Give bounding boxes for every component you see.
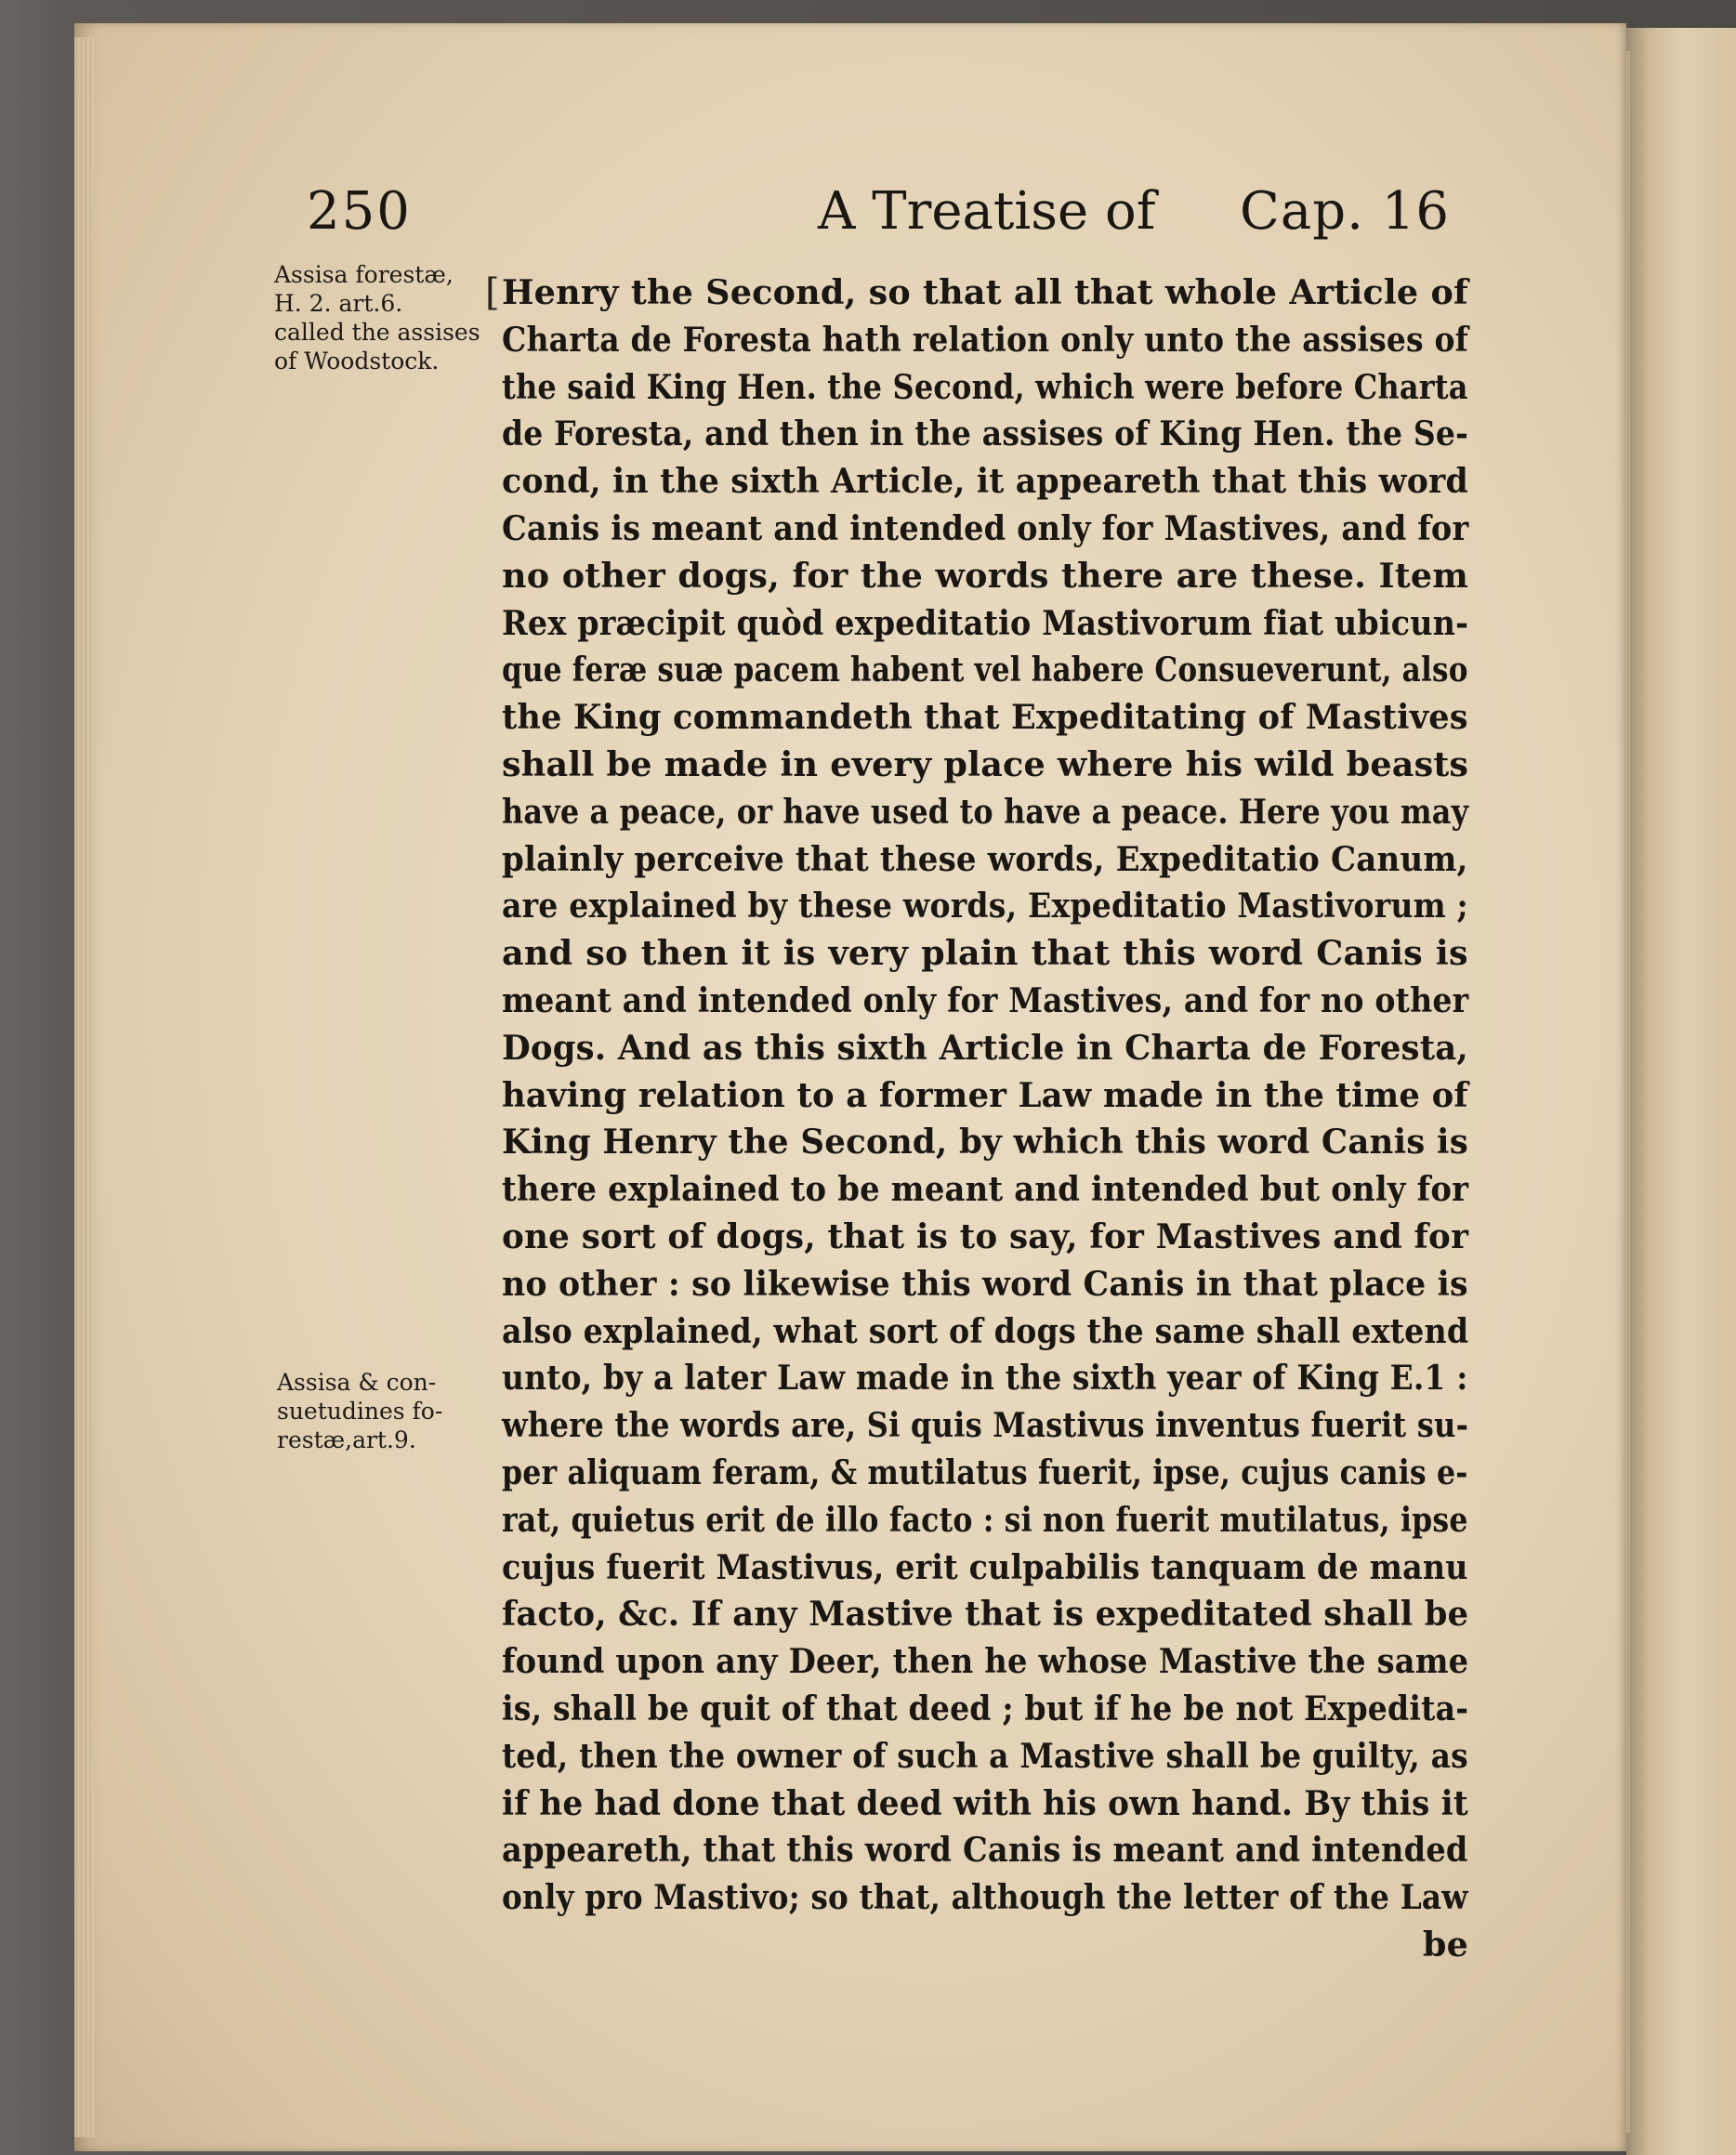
- text-line: is, shall be quit of that deed ; but if he be not Expedita-: [502, 1688, 1469, 1728]
- chapter-label: Cap. 16: [1240, 181, 1450, 242]
- text-line: ted, then the owner of such a Mastive shall be guilty, as: [502, 1735, 1468, 1776]
- running-title: A Treatise of: [818, 181, 1156, 242]
- text-line: if he had done that deed with his own hand. By this it: [502, 1782, 1468, 1823]
- text-line: appeareth, that this word Canis is meant and intended: [502, 1830, 1468, 1871]
- running-header: [307, 181, 1450, 256]
- text-line: are explained by these words, Expeditatio Mastivorum ;: [502, 886, 1468, 926]
- opening-bracket: [: [485, 271, 500, 314]
- text-line: meant and intended only for Mastives, and for no other: [502, 979, 1469, 1020]
- text-line: only pro Mastivo; so that, although the letter of the Law: [502, 1877, 1468, 1918]
- margin-note-line: called the assises: [274, 319, 480, 346]
- text-line: Dogs. And as this sixth Article in Charta de Foresta,: [502, 1027, 1468, 1068]
- text-line: the said King Hen. the Second, which were before Charta: [502, 366, 1468, 407]
- text-line: rat, quietus erit de illo facto : si non fuerit mutilatus, ipse: [502, 1499, 1468, 1540]
- text-line: King Henry the Second, by which this word Canis is: [502, 1122, 1468, 1163]
- page-edges: [74, 37, 95, 2137]
- text-line: Charta de Foresta hath relation only unto the assises of: [502, 319, 1469, 360]
- margin-note-line: restæ,art.9.: [277, 1426, 416, 1453]
- text-line: found upon any Deer, then he whose Mastive the same: [502, 1641, 1469, 1682]
- text-line: shall be made in every place where his wild beasts: [502, 743, 1469, 784]
- margin-note-line: suetudines fo-: [277, 1398, 443, 1425]
- text-line: plainly perceive that these words, Expeditatio Canum,: [502, 838, 1468, 879]
- margin-note-line: Assisa forestæ,: [274, 261, 454, 288]
- text-line: cond, in the sixth Article, it appeareth that this word: [502, 461, 1468, 502]
- text-line: no other dogs, for the words there are these. Item: [502, 555, 1469, 596]
- text-line: and so then it is very plain that this word Canis is: [502, 933, 1468, 974]
- text-line: one sort of dogs, that is to say, for Mastives and for: [502, 1215, 1469, 1256]
- page-number: 250: [307, 181, 412, 242]
- text-line: also explained, what sort of dogs the same shall extend: [502, 1310, 1469, 1351]
- text-line: Rex præcipit quòd expeditatio Mastivorum fiat ubicun-: [502, 602, 1469, 643]
- text-line: facto, &c. If any Mastive that is expeditated shall be: [502, 1594, 1469, 1635]
- text-line: no other : so likewise this word Canis in that place is: [502, 1263, 1468, 1304]
- catchword: be: [1422, 1924, 1468, 1964]
- text-line: having relation to a former Law made in the time of: [502, 1074, 1468, 1115]
- text-line: Henry the Second, so that all that whole Article of: [502, 272, 1468, 312]
- margin-note-assisa-consuetudines: [277, 1368, 442, 1454]
- body-text: [502, 269, 1468, 1969]
- text-line: cujus fuerit Mastivus, erit culpabilis tanquam de manu: [502, 1546, 1468, 1587]
- margin-note-line: of Woodstock.: [274, 348, 440, 374]
- text-line: the King commandeth that Expeditating of Mastives: [502, 697, 1468, 738]
- margin-note-line: H. 2. art.6.: [274, 290, 403, 317]
- margin-note-line: Assisa & con-: [277, 1369, 437, 1396]
- text-line: que feræ suæ pacem habent vel habere Consueverunt, also: [502, 650, 1468, 690]
- facing-page: [1626, 28, 1736, 2155]
- text-line: where the words are, Si quis Mastivus inventus fuerit su-: [502, 1405, 1469, 1446]
- text-line: have a peace, or have used to have a peace. Here you may: [502, 791, 1469, 832]
- margin-note-assisa-forestae: [274, 260, 480, 375]
- text-line: de Foresta, and then in the assises of King Hen. the Se-: [502, 414, 1469, 454]
- text-line: unto, by a later Law made in the sixth year of King E.1 :: [502, 1358, 1468, 1399]
- text-line: Canis is meant and intended only for Mastives, and for: [502, 507, 1469, 548]
- text-line: there explained to be meant and intended but only for: [502, 1169, 1469, 1210]
- text-line: per aliquam feram, & mutilatus fuerit, ipse, cujus canis e-: [502, 1452, 1468, 1492]
